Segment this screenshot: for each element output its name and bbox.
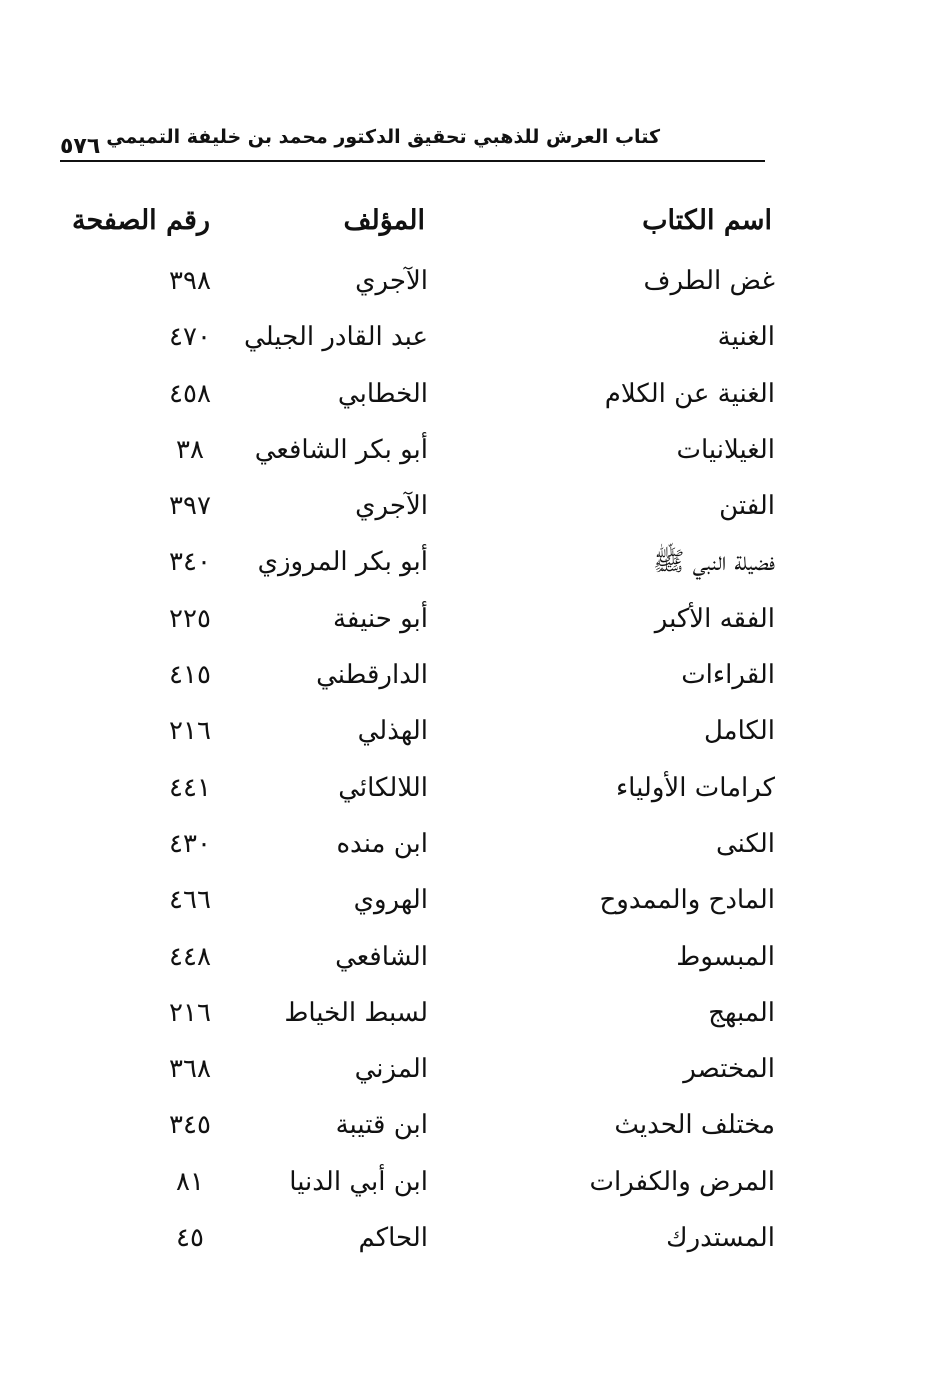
- table-row: [0, 252, 940, 308]
- author-cell: ابن أبي الدنيا: [289, 1166, 428, 1197]
- book-title-cell: الغيلانيات: [676, 434, 775, 465]
- running-header: [60, 118, 765, 162]
- page-number-value: ٤٥: [176, 1223, 204, 1254]
- page-number-value: ٣٩٧: [169, 491, 211, 522]
- author-cell: الآجري: [355, 491, 428, 522]
- book-title-cell: المادح والممدوح: [599, 885, 775, 916]
- table-row: [0, 759, 940, 815]
- author-cell: ابن قتيبة: [335, 1110, 428, 1141]
- column-header-book-title: اسم الكتاب: [642, 205, 772, 236]
- author-cell: ابن منده: [336, 828, 428, 859]
- page-number-value: ٤٤١: [169, 772, 211, 803]
- book-title-cell: المختصر: [683, 1054, 775, 1085]
- table-row: [0, 702, 940, 758]
- page-number-value: ٤١٥: [169, 660, 211, 691]
- table-row: [0, 308, 940, 364]
- table-row: [0, 477, 940, 533]
- author-cell: أبو بكر الشافعي: [254, 434, 428, 465]
- page-number-value: ٢٢٥: [169, 603, 211, 634]
- table-row: [0, 590, 940, 646]
- page-number-value: ٣٦٨: [169, 1054, 211, 1085]
- page-number-value: ٣٤٠: [169, 547, 211, 578]
- table-row: [0, 1209, 940, 1265]
- book-title-cell: غض الطرف: [643, 266, 775, 296]
- page-number: ٥٧٦: [60, 134, 101, 159]
- author-cell: أبو بكر المروزي: [257, 547, 428, 578]
- book-index-table: [0, 252, 940, 1265]
- table-row: [0, 984, 940, 1040]
- book-title-cell: الغنية: [717, 322, 775, 353]
- table-row: [0, 1040, 940, 1096]
- page-number-value: ٣٤٥: [169, 1110, 211, 1141]
- page-number-value: ٤٧٠: [169, 322, 211, 353]
- book-title-cell: الغنية عن الكلام: [604, 378, 775, 409]
- author-cell: الهروي: [353, 885, 428, 916]
- author-cell: أبو حنيفة: [332, 603, 428, 634]
- author-cell: عبد القادر الجيلي: [244, 322, 428, 353]
- book-title-cell: المرض والكفرات: [589, 1166, 775, 1197]
- table-row: [0, 1096, 940, 1152]
- author-cell: الشافعي: [335, 941, 428, 972]
- page-number-value: ٨١: [176, 1166, 204, 1197]
- running-header-title: كتاب العرش للذهبي تحقيق الدكتور محمد بن خليفة التميمي: [106, 126, 660, 148]
- author-cell: الخطابي: [337, 378, 428, 409]
- book-title-cell: الفقه الأكبر: [654, 603, 775, 634]
- book-title-cell: المبسوط: [676, 941, 775, 972]
- table-row: [0, 646, 940, 702]
- author-cell: المزني: [354, 1054, 428, 1085]
- table-row: [0, 928, 940, 984]
- book-title-cell: المستدرك: [666, 1223, 775, 1254]
- book-title-cell: المبهج: [708, 997, 775, 1028]
- author-cell: اللالكائي: [338, 772, 428, 803]
- page-number-value: ٢١٦: [169, 997, 211, 1028]
- author-cell: الآجري: [355, 266, 428, 296]
- table-row: [0, 871, 940, 927]
- author-cell: الحاكم: [358, 1223, 428, 1254]
- book-title-cell: الكنى: [715, 828, 775, 859]
- book-title-cell: الكامل: [703, 716, 775, 747]
- book-title-cell: الفتن: [719, 491, 775, 522]
- column-header-page-number: رقم الصفحة: [71, 205, 210, 236]
- author-cell: الهذلي: [357, 716, 428, 747]
- page-number-value: ٤٥٨: [169, 378, 211, 409]
- page-number-value: ٤٣٠: [169, 828, 211, 859]
- author-cell: الدارقطني: [316, 660, 428, 691]
- page-number-value: ٤٦٦: [169, 885, 211, 916]
- page-number-value: ٢١٦: [169, 716, 211, 747]
- page-number-value: ٣٩٨: [169, 266, 211, 296]
- table-row: [0, 815, 940, 871]
- book-title-cell: فضيلة النبي ﷺ: [652, 547, 775, 578]
- page-number-value: ٤٤٨: [169, 941, 211, 972]
- book-title-cell: القراءات: [681, 660, 775, 691]
- table-row: [0, 365, 940, 421]
- table-row: [0, 533, 940, 589]
- page-number-value: ٣٨: [176, 434, 204, 465]
- table-row: [0, 1153, 940, 1209]
- book-title-cell: كرامات الأولياء: [615, 772, 775, 803]
- book-title-cell: مختلف الحديث: [614, 1110, 775, 1141]
- table-row: [0, 421, 940, 477]
- column-header-author: المؤلف: [343, 205, 425, 236]
- author-cell: لسبط الخياط: [284, 997, 428, 1028]
